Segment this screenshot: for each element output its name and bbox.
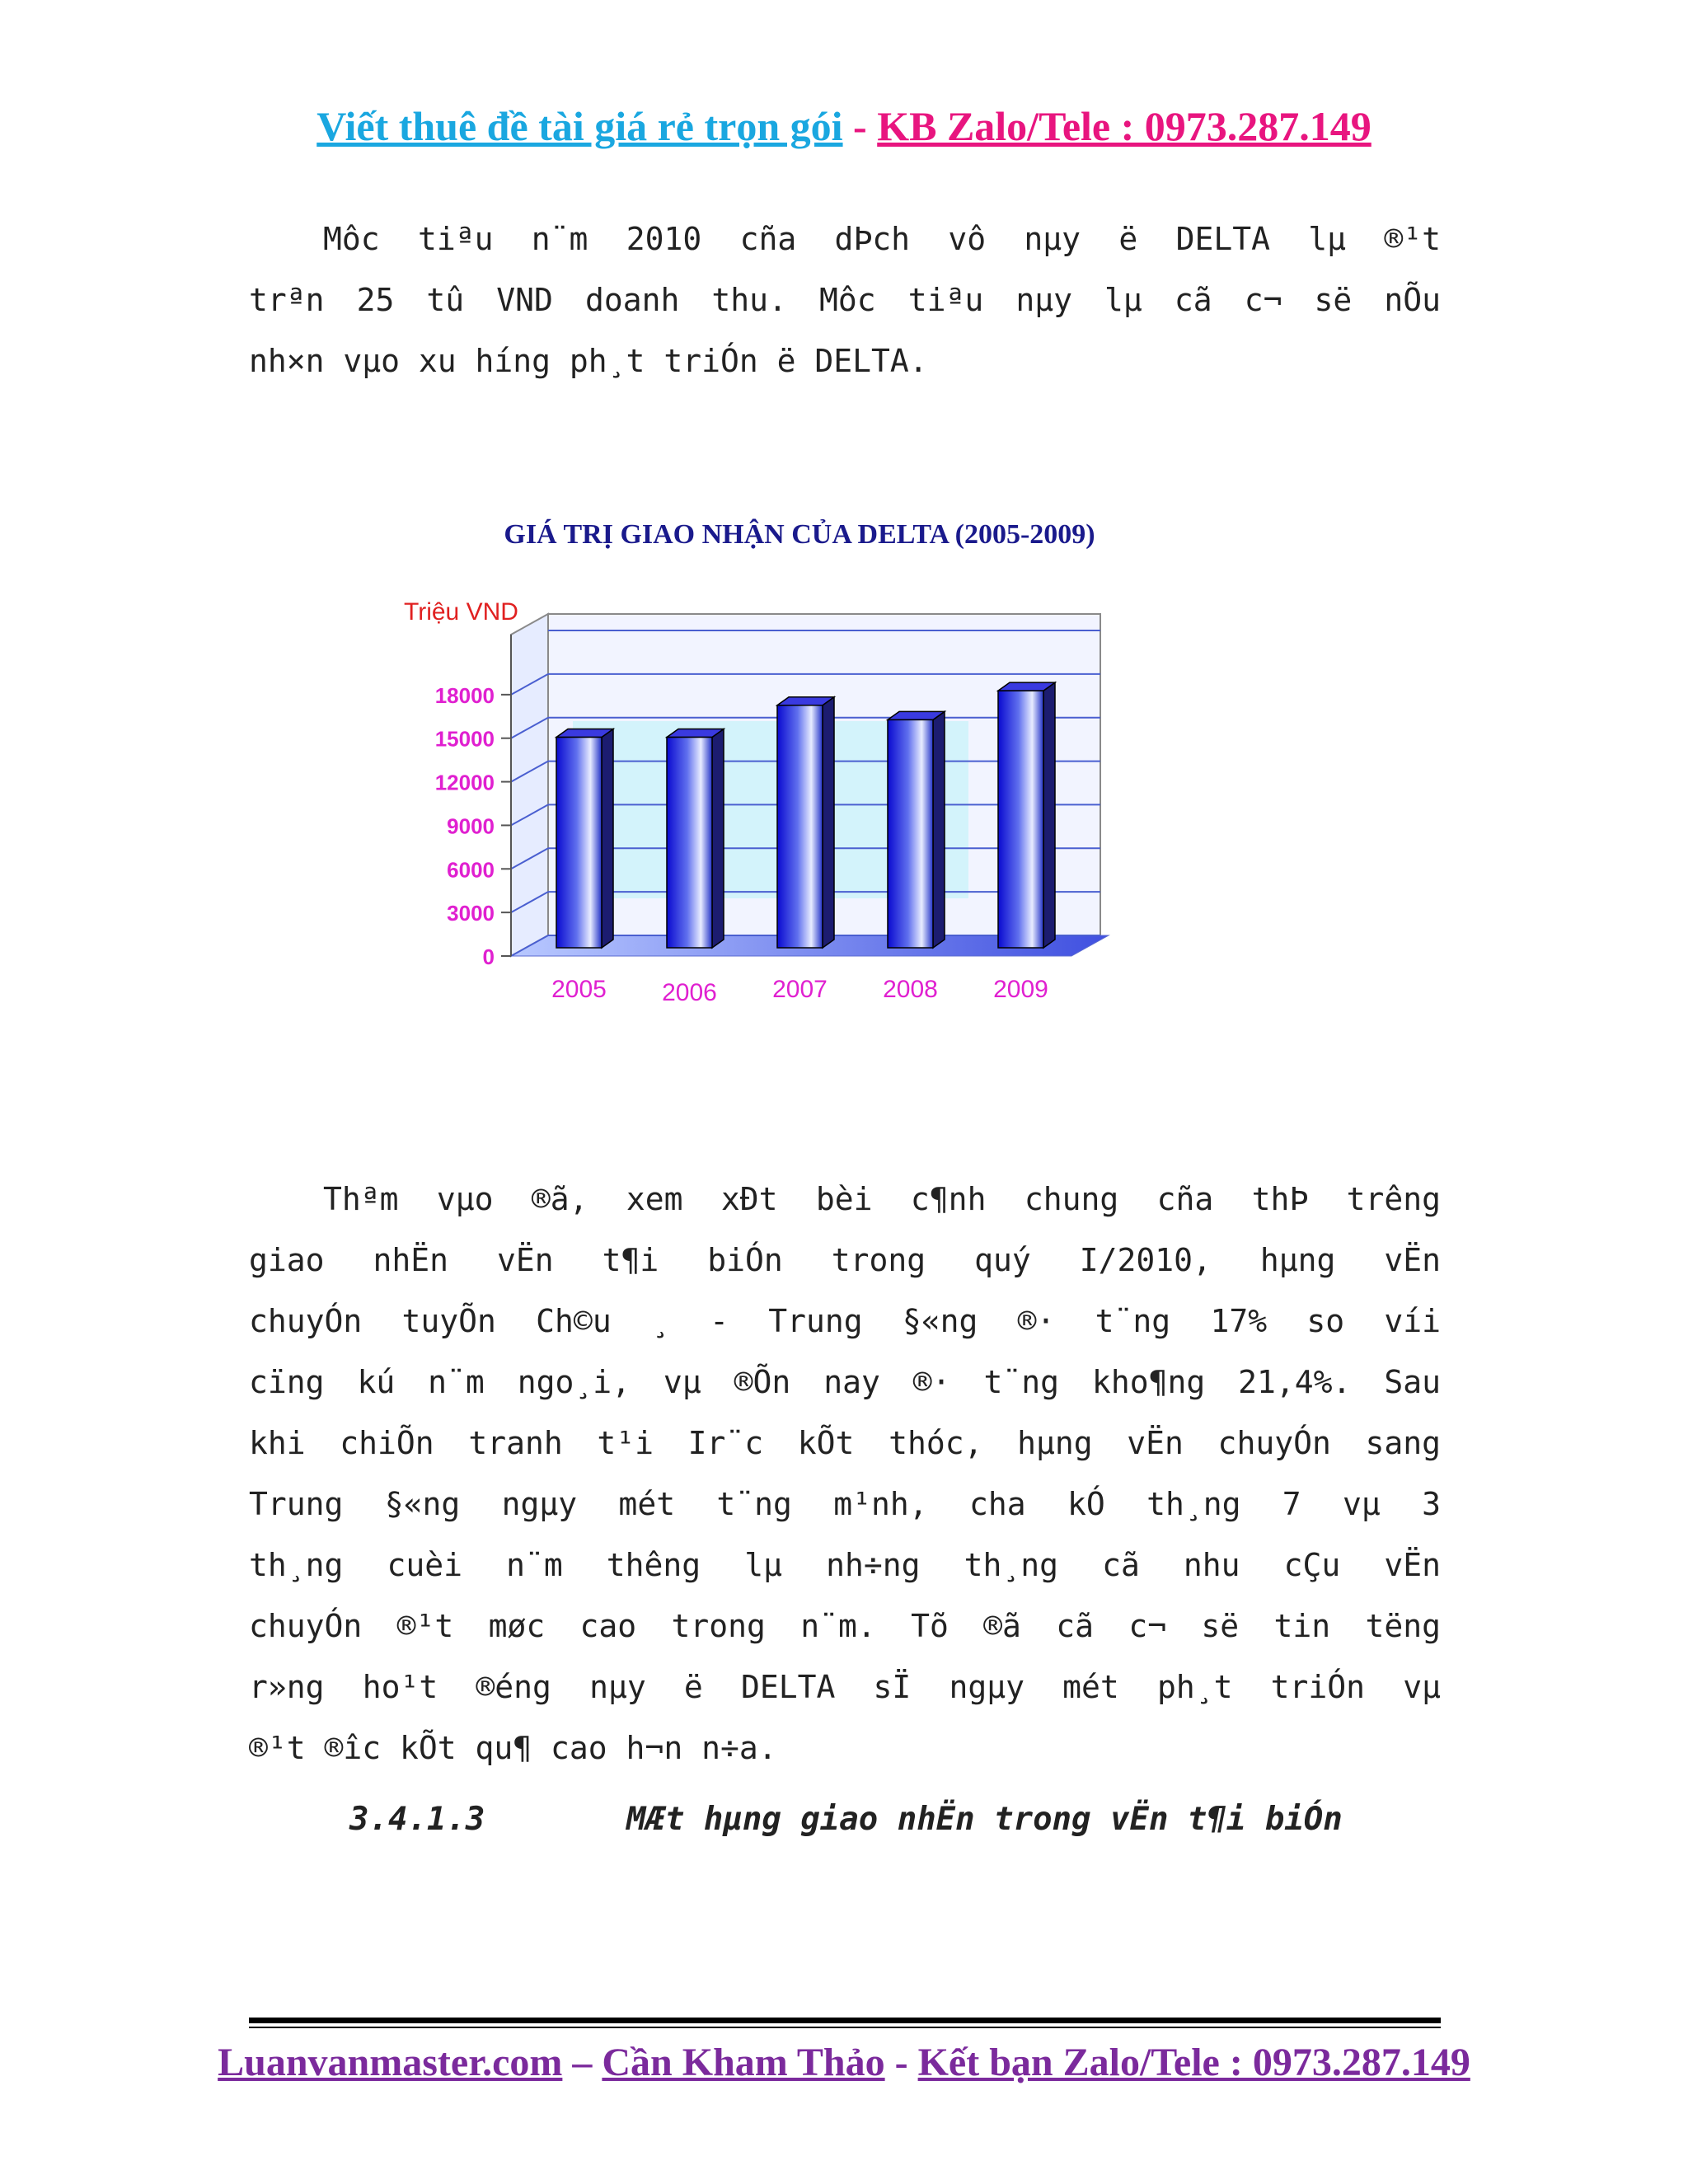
- bar-side: [933, 711, 945, 948]
- bar-side: [823, 697, 834, 948]
- paragraph-2-line: cïng kú n¨m ngo¸i, vµ ®Õn nay ®· t¨ng kho¶ng 21,4%. Sau: [249, 1364, 1441, 1400]
- bar-chart: [363, 503, 1187, 1014]
- paragraph-1-line: Môc tiªu n¨m 2010 cña dÞch vô nµy ë DELTA lµ ®¹t: [323, 221, 1441, 257]
- chart-svg: [363, 503, 1187, 1014]
- bar: [777, 705, 823, 948]
- paragraph-2-line: Trung §«ng ngµy mét t¨ng m¹nh, cha kÓ th¸ng 7 vµ 3: [249, 1486, 1441, 1522]
- footer-dash: –: [562, 2041, 603, 2084]
- bar-side: [602, 729, 613, 948]
- page-header: [0, 97, 1688, 155]
- x-tick-label: 2009: [993, 976, 1048, 1003]
- x-tick-label: 2007: [772, 976, 828, 1003]
- paragraph-2-line: th¸ng cuèi n¨m thêng lµ nh÷ng th¸ng cã nhu cÇu vËn: [249, 1547, 1441, 1583]
- y-tick-label: 0: [482, 944, 495, 969]
- paragraph-1: [249, 209, 1441, 391]
- section-heading: [349, 1801, 1343, 1838]
- section-title: MÆt hµng giao nhËn trong vËn t¶i biÓn: [626, 1801, 1343, 1838]
- paragraph-2-line: chuyÓn tuyÕn Ch©u ¸ - Trung §«ng ®· t¨ng 17% so víi: [249, 1303, 1441, 1339]
- x-tick-label: 2006: [662, 979, 717, 1006]
- paragraph-2-line: giao nhËn vËn t¶i biÓn trong quý I/2010, hµng vËn: [249, 1242, 1441, 1278]
- bar: [888, 719, 933, 948]
- y-axis-label: Triệu VND: [404, 598, 518, 626]
- bar: [556, 738, 602, 948]
- paragraph-2-line: khi chiÕn tranh t¹i Ir¨c kÕt thóc, hµng vËn chuyÓn sang: [249, 1425, 1441, 1461]
- paragraph-1-line: nh×n vµo xu híng ph¸t triÓn ë DELTA.: [249, 343, 928, 379]
- page-footer: [0, 2034, 1688, 2092]
- header-separator: -: [842, 103, 878, 149]
- chart-side-wall: [511, 614, 548, 956]
- y-tick-label: 6000: [447, 857, 495, 883]
- footer-site-link[interactable]: Luanvanmaster.com: [218, 2041, 563, 2084]
- header-contact-link[interactable]: KB Zalo/Tele : 0973.287.149: [877, 103, 1372, 149]
- paragraph-1-line: trªn 25 tû VND doanh thu. Môc tiªu nµy lµ cã c¬ së nÕu: [249, 282, 1441, 318]
- footer-rule-thin: [249, 2027, 1441, 2028]
- paragraph-2-line: chuyÓn ®¹t møc cao trong n¨m. Tõ ®ã cã c¬ së tin tëng: [249, 1608, 1441, 1644]
- bar-side: [712, 729, 724, 948]
- y-tick-label: 15000: [434, 726, 495, 752]
- x-tick-label: 2008: [883, 976, 938, 1003]
- paragraph-2-line: ®¹t ®îc kÕt qu¶ cao h¬n n÷a.: [249, 1730, 777, 1766]
- header-service-link[interactable]: Viết thuê đề tài giá rẻ trọn gói: [316, 103, 843, 149]
- footer-rule-thick: [249, 2018, 1441, 2023]
- footer-contact-link[interactable]: Kết bạn Zalo/Tele : 0973.287.149: [917, 2041, 1470, 2084]
- bar-side: [1043, 682, 1055, 948]
- y-tick-label: 12000: [434, 770, 495, 795]
- bar: [667, 738, 712, 948]
- paragraph-2-line: Thªm vµo ®ã, xem xÐt bèi c¶nh chung cña thÞ trêng: [323, 1181, 1441, 1217]
- y-tick-label: 9000: [447, 813, 495, 839]
- y-tick-label: 3000: [447, 901, 495, 926]
- x-tick-label: 2005: [551, 976, 607, 1003]
- y-tick-label: 18000: [434, 682, 495, 708]
- paragraph-2-line: r»ng ho¹t ®éng nµy ë DELTA sÏ ngµy mét ph¸t triÓn vµ: [249, 1669, 1441, 1705]
- footer-author-link[interactable]: Cần Kham Thảo: [602, 2041, 885, 2084]
- paragraph-2: [249, 1169, 1441, 1779]
- footer-dash: -: [884, 2041, 918, 2084]
- chart-title: GIÁ TRỊ GIAO NHẬN CỦA DELTA (2005-2009): [504, 519, 1095, 550]
- section-number: 3.4.1.3: [349, 1801, 485, 1838]
- bar: [998, 691, 1043, 948]
